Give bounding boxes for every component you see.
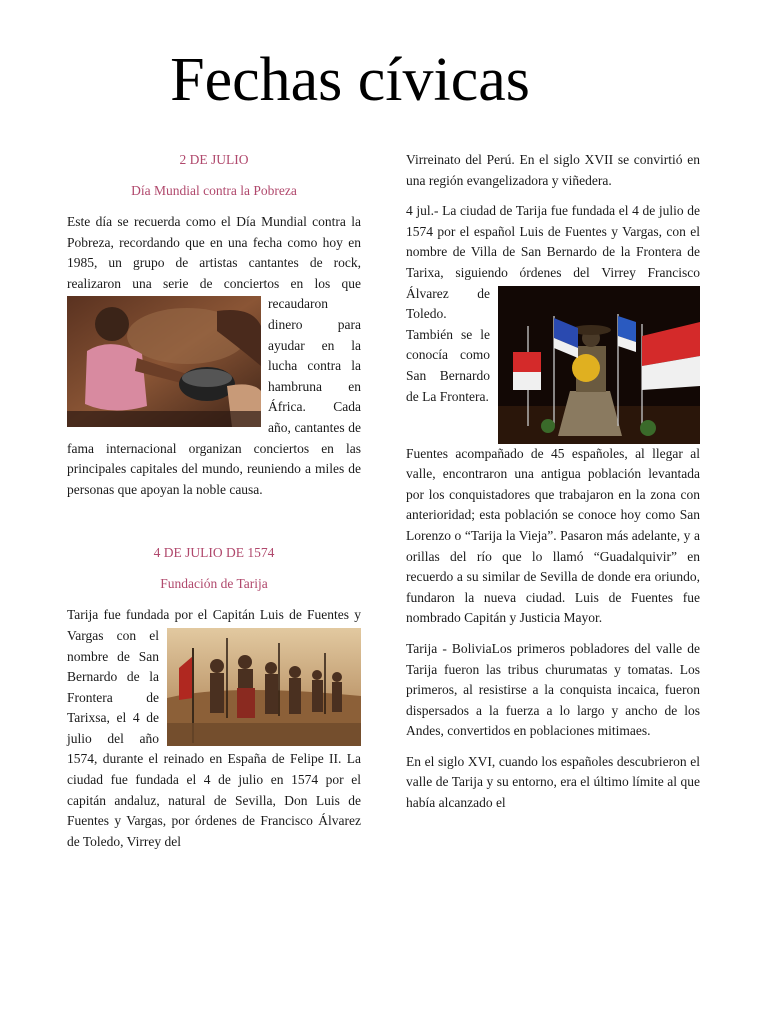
paragraph-siglo-xvi: En el siglo XVI, cuando los españoles descubrieron el valle de Tarija y su entorno, era el último límite al que había alcanzado el [406,753,700,811]
paragraph-fundacion-beside: Fuentes y Vargas con el nombre de San Bernardo de la Frontera de Tarixsa, el 4 de julio del [67,607,361,746]
page-title: Fechas cívicas [170,46,530,114]
child-poverty-image [67,296,261,427]
paragraph-fuentes: Fuentes acompañado de 45 españoles, al llegar al valle, encontraron una antigua población levantada por los conquistadores que trabajaron en la zona con anterioridad; esta población se conoce hoy como San Lorenzo o “Tarija la Vieja”. Pasaron más adelante, y a orillas del río que lo llamó “Guadalquivir” en recuerdo a su similar de Sevilla de donde era oriundo, fundaron la nueva ciudad. Luis de Fuentes fue nombrado Capitán y Justicia Mayor. [406,445,700,626]
left-column [67,150,361,852]
paragraph-fundacion-rest: año 1574, durante el reinado en España de Felipe II. La ciudad fue fundada el 4 de julio en 1574 por el capitán andaluz, natural de Sevilla, Don Luis de Fuentes y Vargas, por órdenes de Francisco Álvarez de Toledo, Virrey del [67,730,361,849]
section-date-2-julio: 2 DE JULIO [179,152,249,167]
paragraph-pobladores: Tarija - BoliviaLos primeros pobladores del valle de Tarija fueron las tribus churumatas y tomatas. Los primeros, al resistirse a la conquista incaica, fueron dispersados a la fuerza a lo largo y ancho de los Andes, convertidos en poblaciones mitimaes. [406,640,700,739]
section-date-4-julio-1574: 4 DE JULIO DE 1574 [153,545,275,561]
tarija-monument-image [498,286,700,444]
paragraph-fundacion-intro: Tarija fue fundada por el Capitán Luis de [67,607,308,623]
conquistadors-painting-image [167,628,361,746]
paragraph-pobreza-rest: África. Cada año, cantantes de fama internacional organizan conciertos en las principales capitales del mundo, reuniendo a miles de personas que apoyan la noble causa. [67,399,361,497]
paragraph-pobreza-beside: conciertos en los que recaudaron dinero para ayudar en la lucha contra la hambruna en [223,275,361,394]
right-column [406,150,700,814]
paragraph-4-jul-beside: Virrey Francisco Álvarez de Toledo. También se le conocía como San Bernardo de La Frontera. [406,264,701,404]
paragraph-pobreza-intro: Este día se recuerda como el Día Mundial contra la Pobreza, recordando que en una fecha como hoy en 1985, un grupo de artistas cantantes de rock, realizaron una serie de [67,214,361,291]
section-subtitle-fundacion: Fundación de Tarija [160,576,268,592]
paragraph-4-jul-intro: 4 jul.- La ciudad de Tarija fue fundada el 4 de julio de 1574 por el español Luis de Fuentes y Vargas, con el nombre de Villa de San Bernardo de la Frontera de Tarixa, siguiendo órdenes del [406,203,700,280]
paragraph-pobreza [67,212,361,500]
paragraph-fundacion [67,605,361,852]
paragraph-virreinato: Virreinato del Perú. En el siglo XVII se convirtió en una región evangelizadora y viñedera. [406,152,700,188]
section-subtitle-pobreza: Día Mundial contra la Pobreza [131,183,297,198]
paragraph-4-jul [406,201,700,407]
